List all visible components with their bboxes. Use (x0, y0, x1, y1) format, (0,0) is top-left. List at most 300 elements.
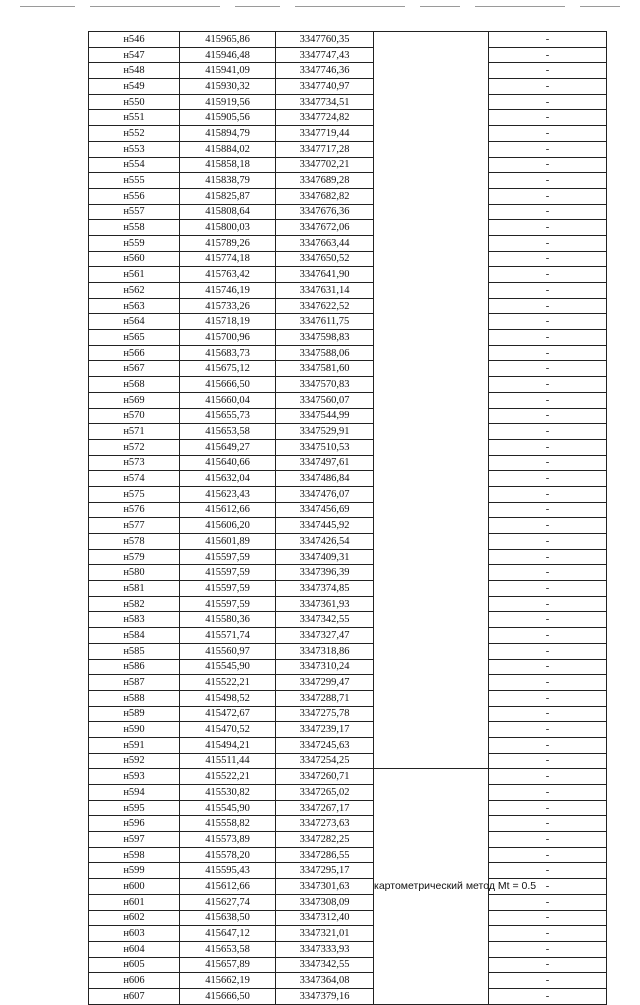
mark-cell: - (489, 879, 607, 895)
x-coordinate-cell: 415640,66 (180, 455, 276, 471)
table-row (89, 628, 607, 644)
point-name-cell: н601 (89, 894, 180, 910)
y-coordinate-cell: 3347486,84 (276, 471, 374, 487)
mark-cell: - (489, 863, 607, 879)
mark-cell: - (489, 361, 607, 377)
mark-cell: - (489, 565, 607, 581)
y-coordinate-cell: 3347760,35 (276, 32, 374, 48)
point-name-cell: н598 (89, 847, 180, 863)
point-name-cell: н579 (89, 549, 180, 565)
method-cell (374, 32, 489, 769)
table-row (89, 690, 607, 706)
mark-cell: - (489, 157, 607, 173)
mark-cell: - (489, 486, 607, 502)
y-coordinate-cell: 3347622,52 (276, 298, 374, 314)
point-name-cell: н591 (89, 737, 180, 753)
x-coordinate-cell: 415522,21 (180, 675, 276, 691)
scan-header-strokes (20, 6, 620, 8)
y-coordinate-cell: 3347260,71 (276, 769, 374, 785)
y-coordinate-cell: 3347611,75 (276, 314, 374, 330)
x-coordinate-cell: 415647,12 (180, 926, 276, 942)
y-coordinate-cell: 3347702,21 (276, 157, 374, 173)
point-name-cell: н565 (89, 330, 180, 346)
mark-cell: - (489, 94, 607, 110)
y-coordinate-cell: 3347299,47 (276, 675, 374, 691)
y-coordinate-cell: 3347342,55 (276, 612, 374, 628)
point-name-cell: н571 (89, 424, 180, 440)
point-name-cell: н586 (89, 659, 180, 675)
coordinates-table (88, 31, 607, 1005)
point-name-cell: н573 (89, 455, 180, 471)
table-row (89, 737, 607, 753)
table-row (89, 471, 607, 487)
x-coordinate-cell: 415612,66 (180, 502, 276, 518)
point-name-cell: н546 (89, 32, 180, 48)
x-coordinate-cell: 415657,89 (180, 957, 276, 973)
table-row (89, 345, 607, 361)
y-coordinate-cell: 3347544,99 (276, 408, 374, 424)
mark-cell: - (489, 518, 607, 534)
x-coordinate-cell: 415666,50 (180, 377, 276, 393)
point-name-cell: н594 (89, 785, 180, 801)
y-coordinate-cell: 3347719,44 (276, 126, 374, 142)
mark-cell: - (489, 628, 607, 644)
y-coordinate-cell: 3347529,91 (276, 424, 374, 440)
x-coordinate-cell: 415558,82 (180, 816, 276, 832)
x-coordinate-cell: 415653,58 (180, 424, 276, 440)
point-name-cell: н548 (89, 63, 180, 79)
y-coordinate-cell: 3347318,86 (276, 643, 374, 659)
table-row (89, 455, 607, 471)
mark-cell: - (489, 941, 607, 957)
mark-cell: - (489, 753, 607, 769)
table-row (89, 267, 607, 283)
point-name-cell: н549 (89, 79, 180, 95)
table-row (89, 439, 607, 455)
x-coordinate-cell: 415573,89 (180, 832, 276, 848)
table-row (89, 330, 607, 346)
y-coordinate-cell: 3347598,83 (276, 330, 374, 346)
table-row (89, 220, 607, 236)
x-coordinate-cell: 415941,09 (180, 63, 276, 79)
y-coordinate-cell: 3347308,09 (276, 894, 374, 910)
x-coordinate-cell: 415511,44 (180, 753, 276, 769)
x-coordinate-cell: 415522,21 (180, 769, 276, 785)
x-coordinate-cell: 415930,32 (180, 79, 276, 95)
x-coordinate-cell: 415746,19 (180, 283, 276, 299)
point-name-cell: н551 (89, 110, 180, 126)
y-coordinate-cell: 3347265,02 (276, 785, 374, 801)
x-coordinate-cell: 415632,04 (180, 471, 276, 487)
point-name-cell: н578 (89, 534, 180, 550)
table-row (89, 141, 607, 157)
y-coordinate-cell: 3347361,93 (276, 596, 374, 612)
mark-cell: - (489, 910, 607, 926)
table-row (89, 785, 607, 801)
table-row (89, 706, 607, 722)
point-name-cell: н593 (89, 769, 180, 785)
mark-cell: - (489, 126, 607, 142)
table-row (89, 502, 607, 518)
mark-cell: - (489, 769, 607, 785)
table-row (89, 612, 607, 628)
table-row (89, 753, 607, 769)
mark-cell: - (489, 596, 607, 612)
x-coordinate-cell: 415884,02 (180, 141, 276, 157)
table-row (89, 722, 607, 738)
x-coordinate-cell: 415545,90 (180, 659, 276, 675)
x-coordinate-cell: 415472,67 (180, 706, 276, 722)
y-coordinate-cell: 3347476,07 (276, 486, 374, 502)
table-row (89, 957, 607, 973)
x-coordinate-cell: 415838,79 (180, 173, 276, 189)
y-coordinate-cell: 3347663,44 (276, 235, 374, 251)
table-row (89, 518, 607, 534)
point-name-cell: н557 (89, 204, 180, 220)
point-name-cell: н595 (89, 800, 180, 816)
point-name-cell: н568 (89, 377, 180, 393)
table-row (89, 549, 607, 565)
table-row (89, 235, 607, 251)
mark-cell: - (489, 832, 607, 848)
mark-cell: - (489, 32, 607, 48)
mark-cell: - (489, 549, 607, 565)
mark-cell: - (489, 675, 607, 691)
point-name-cell: н572 (89, 439, 180, 455)
point-name-cell: н561 (89, 267, 180, 283)
x-coordinate-cell: 415662,19 (180, 973, 276, 989)
x-coordinate-cell: 415597,59 (180, 549, 276, 565)
x-coordinate-cell: 415733,26 (180, 298, 276, 314)
y-coordinate-cell: 3347327,47 (276, 628, 374, 644)
x-coordinate-cell: 415683,73 (180, 345, 276, 361)
point-name-cell: н606 (89, 973, 180, 989)
table-row (89, 863, 607, 879)
mark-cell: - (489, 581, 607, 597)
y-coordinate-cell: 3347740,97 (276, 79, 374, 95)
x-coordinate-cell: 415653,58 (180, 941, 276, 957)
mark-cell: - (489, 706, 607, 722)
point-name-cell: н583 (89, 612, 180, 628)
table-row (89, 973, 607, 989)
table-row (89, 392, 607, 408)
y-coordinate-cell: 3347717,28 (276, 141, 374, 157)
y-coordinate-cell: 3347273,63 (276, 816, 374, 832)
y-coordinate-cell: 3347312,40 (276, 910, 374, 926)
x-coordinate-cell: 415919,56 (180, 94, 276, 110)
mark-cell: - (489, 188, 607, 204)
table-row (89, 659, 607, 675)
mark-cell: - (489, 79, 607, 95)
table-row (89, 126, 607, 142)
point-name-cell: н558 (89, 220, 180, 236)
mark-cell: - (489, 298, 607, 314)
table-row (89, 204, 607, 220)
point-name-cell: н569 (89, 392, 180, 408)
mark-cell: - (489, 534, 607, 550)
point-name-cell: н605 (89, 957, 180, 973)
point-name-cell: н556 (89, 188, 180, 204)
mark-cell: - (489, 63, 607, 79)
mark-cell: - (489, 204, 607, 220)
point-name-cell: н576 (89, 502, 180, 518)
table-row (89, 596, 607, 612)
y-coordinate-cell: 3347631,14 (276, 283, 374, 299)
y-coordinate-cell: 3347676,36 (276, 204, 374, 220)
table-row (89, 157, 607, 173)
point-name-cell: н559 (89, 235, 180, 251)
y-coordinate-cell: 3347267,17 (276, 800, 374, 816)
y-coordinate-cell: 3347245,63 (276, 737, 374, 753)
table-row (89, 173, 607, 189)
table-row (89, 94, 607, 110)
point-name-cell: н555 (89, 173, 180, 189)
y-coordinate-cell: 3347286,55 (276, 847, 374, 863)
mark-cell: - (489, 314, 607, 330)
y-coordinate-cell: 3347295,17 (276, 863, 374, 879)
y-coordinate-cell: 3347682,82 (276, 188, 374, 204)
mark-cell: - (489, 471, 607, 487)
mark-cell: - (489, 283, 607, 299)
point-name-cell: н602 (89, 910, 180, 926)
table-row (89, 643, 607, 659)
table-row (89, 847, 607, 863)
point-name-cell: н588 (89, 690, 180, 706)
mark-cell: - (489, 612, 607, 628)
table-row (89, 251, 607, 267)
y-coordinate-cell: 3347724,82 (276, 110, 374, 126)
table-row (89, 79, 607, 95)
y-coordinate-cell: 3347672,06 (276, 220, 374, 236)
mark-cell: - (489, 988, 607, 1004)
table-row (89, 988, 607, 1004)
table-row (89, 941, 607, 957)
x-coordinate-cell: 415595,43 (180, 863, 276, 879)
x-coordinate-cell: 415700,96 (180, 330, 276, 346)
mark-cell: - (489, 408, 607, 424)
point-name-cell: н607 (89, 988, 180, 1004)
table-row (89, 32, 607, 48)
y-coordinate-cell: 3347570,83 (276, 377, 374, 393)
x-coordinate-cell: 415649,27 (180, 439, 276, 455)
y-coordinate-cell: 3347588,06 (276, 345, 374, 361)
point-name-cell: н570 (89, 408, 180, 424)
mark-cell: - (489, 173, 607, 189)
point-name-cell: н577 (89, 518, 180, 534)
x-coordinate-cell: 415627,74 (180, 894, 276, 910)
table-row (89, 377, 607, 393)
table-row (89, 298, 607, 314)
table-row (89, 926, 607, 942)
x-coordinate-cell: 415545,90 (180, 800, 276, 816)
y-coordinate-cell: 3347689,28 (276, 173, 374, 189)
mark-cell: - (489, 251, 607, 267)
point-name-cell: н564 (89, 314, 180, 330)
table-row (89, 675, 607, 691)
point-name-cell: н580 (89, 565, 180, 581)
y-coordinate-cell: 3347254,25 (276, 753, 374, 769)
mark-cell: - (489, 439, 607, 455)
table-row (89, 534, 607, 550)
y-coordinate-cell: 3347275,78 (276, 706, 374, 722)
table-row (89, 361, 607, 377)
y-coordinate-cell: 3347641,90 (276, 267, 374, 283)
x-coordinate-cell: 415470,52 (180, 722, 276, 738)
table-row (89, 832, 607, 848)
table-row (89, 800, 607, 816)
y-coordinate-cell: 3347409,31 (276, 549, 374, 565)
mark-cell: - (489, 643, 607, 659)
x-coordinate-cell: 415905,56 (180, 110, 276, 126)
point-name-cell: н566 (89, 345, 180, 361)
table-row (89, 894, 607, 910)
mark-cell: - (489, 973, 607, 989)
x-coordinate-cell: 415655,73 (180, 408, 276, 424)
x-coordinate-cell: 415597,59 (180, 581, 276, 597)
point-name-cell: н592 (89, 753, 180, 769)
x-coordinate-cell: 415560,97 (180, 643, 276, 659)
point-name-cell: н604 (89, 941, 180, 957)
y-coordinate-cell: 3347426,54 (276, 534, 374, 550)
mark-cell: - (489, 220, 607, 236)
y-coordinate-cell: 3347379,16 (276, 988, 374, 1004)
y-coordinate-cell: 3347560,07 (276, 392, 374, 408)
mark-cell: - (489, 957, 607, 973)
y-coordinate-cell: 3347445,92 (276, 518, 374, 534)
mark-cell: - (489, 659, 607, 675)
point-name-cell: н584 (89, 628, 180, 644)
y-coordinate-cell: 3347364,08 (276, 973, 374, 989)
point-name-cell: н554 (89, 157, 180, 173)
x-coordinate-cell: 415894,79 (180, 126, 276, 142)
mark-cell: - (489, 690, 607, 706)
x-coordinate-cell: 415498,52 (180, 690, 276, 706)
y-coordinate-cell: 3347333,93 (276, 941, 374, 957)
point-name-cell: н585 (89, 643, 180, 659)
x-coordinate-cell: 415666,50 (180, 988, 276, 1004)
x-coordinate-cell: 415638,50 (180, 910, 276, 926)
mark-cell: - (489, 800, 607, 816)
x-coordinate-cell: 415789,26 (180, 235, 276, 251)
table-row (89, 910, 607, 926)
point-name-cell: н574 (89, 471, 180, 487)
mark-cell: - (489, 926, 607, 942)
table-row (89, 581, 607, 597)
x-coordinate-cell: 415675,12 (180, 361, 276, 377)
mark-cell: - (489, 816, 607, 832)
x-coordinate-cell: 415601,89 (180, 534, 276, 550)
point-name-cell: н562 (89, 283, 180, 299)
y-coordinate-cell: 3347581,60 (276, 361, 374, 377)
point-name-cell: н600 (89, 879, 180, 895)
mark-cell: - (489, 785, 607, 801)
x-coordinate-cell: 415660,04 (180, 392, 276, 408)
x-coordinate-cell: 415597,59 (180, 565, 276, 581)
point-name-cell: н603 (89, 926, 180, 942)
point-name-cell: н597 (89, 832, 180, 848)
mark-cell: - (489, 330, 607, 346)
mark-cell: - (489, 392, 607, 408)
x-coordinate-cell: 415774,18 (180, 251, 276, 267)
x-coordinate-cell: 415494,21 (180, 737, 276, 753)
mark-cell: - (489, 345, 607, 361)
table-row (89, 188, 607, 204)
mark-cell: - (489, 141, 607, 157)
x-coordinate-cell: 415858,18 (180, 157, 276, 173)
table-row (89, 565, 607, 581)
y-coordinate-cell: 3347510,53 (276, 439, 374, 455)
table-row (89, 63, 607, 79)
mark-cell: - (489, 502, 607, 518)
point-name-cell: н560 (89, 251, 180, 267)
mark-cell: - (489, 235, 607, 251)
y-coordinate-cell: 3347321,01 (276, 926, 374, 942)
table-row (89, 486, 607, 502)
y-coordinate-cell: 3347310,24 (276, 659, 374, 675)
table-row (89, 283, 607, 299)
mark-cell: - (489, 424, 607, 440)
y-coordinate-cell: 3347734,51 (276, 94, 374, 110)
table-row (89, 408, 607, 424)
y-coordinate-cell: 3347396,39 (276, 565, 374, 581)
x-coordinate-cell: 415763,42 (180, 267, 276, 283)
point-name-cell: н582 (89, 596, 180, 612)
x-coordinate-cell: 415597,59 (180, 596, 276, 612)
x-coordinate-cell: 415606,20 (180, 518, 276, 534)
point-name-cell: н547 (89, 47, 180, 63)
point-name-cell: н550 (89, 94, 180, 110)
x-coordinate-cell: 415623,43 (180, 486, 276, 502)
table-row (89, 816, 607, 832)
point-name-cell: н596 (89, 816, 180, 832)
mark-cell: - (489, 455, 607, 471)
x-coordinate-cell: 415571,74 (180, 628, 276, 644)
x-coordinate-cell: 415612,66 (180, 879, 276, 895)
x-coordinate-cell: 415578,20 (180, 847, 276, 863)
mark-cell: - (489, 737, 607, 753)
table-row (89, 47, 607, 63)
x-coordinate-cell: 415965,86 (180, 32, 276, 48)
point-name-cell: н590 (89, 722, 180, 738)
table-row (89, 110, 607, 126)
y-coordinate-cell: 3347342,55 (276, 957, 374, 973)
x-coordinate-cell: 415946,48 (180, 47, 276, 63)
method-cell: картометрический метод Mt = 0.5 (374, 769, 489, 1004)
mark-cell: - (489, 722, 607, 738)
point-name-cell: н599 (89, 863, 180, 879)
y-coordinate-cell: 3347747,43 (276, 47, 374, 63)
y-coordinate-cell: 3347497,61 (276, 455, 374, 471)
point-name-cell: н581 (89, 581, 180, 597)
y-coordinate-cell: 3347374,85 (276, 581, 374, 597)
point-name-cell: н587 (89, 675, 180, 691)
x-coordinate-cell: 415825,87 (180, 188, 276, 204)
y-coordinate-cell: 3347239,17 (276, 722, 374, 738)
coordinates-table-body (89, 32, 607, 1005)
table-row (89, 769, 607, 785)
y-coordinate-cell: 3347288,71 (276, 690, 374, 706)
mark-cell: - (489, 267, 607, 283)
point-name-cell: н563 (89, 298, 180, 314)
y-coordinate-cell: 3347650,52 (276, 251, 374, 267)
mark-cell: - (489, 847, 607, 863)
mark-cell: - (489, 110, 607, 126)
y-coordinate-cell: 3347301,63 (276, 879, 374, 895)
x-coordinate-cell: 415808,64 (180, 204, 276, 220)
mark-cell: - (489, 894, 607, 910)
point-name-cell: н567 (89, 361, 180, 377)
x-coordinate-cell: 415580,36 (180, 612, 276, 628)
